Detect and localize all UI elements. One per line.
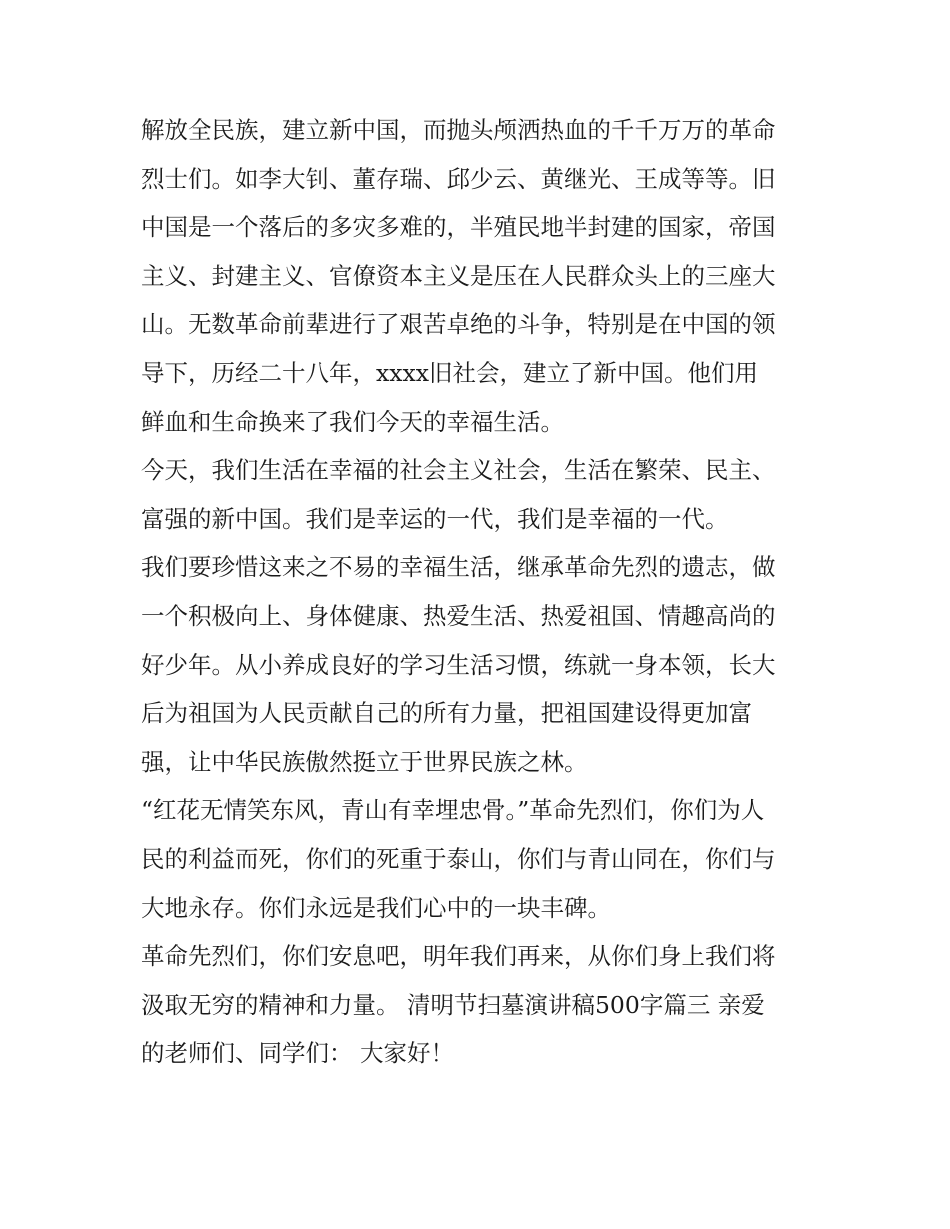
text-line: 大地永存。你们永远是我们心中的一块丰碑。	[141, 893, 611, 922]
text-line: 一个积极向上、身体健康、热爱生活、热爱祖国、情趣高尚的	[141, 601, 776, 630]
text-line: 富强的新中国。我们是幸运的一代，我们是幸福的一代。	[141, 504, 729, 533]
text-line: 主义、封建主义、官僚资本主义是压在人民群众头上的三座大	[141, 261, 776, 290]
text-line: 革命先烈们，你们安息吧，明年我们再来，从你们身上我们将	[141, 942, 776, 971]
text-line: “红花无情笑东风，青山有幸埋忠骨。”革命先烈们，你们为人	[141, 796, 765, 825]
text-line: 后为祖国为人民贡献自己的所有力量，把祖国建设得更加富	[141, 699, 752, 728]
text-line: 导下，历经二十八年，xxxx旧社会，建立了新中国。他们用	[141, 358, 759, 387]
text-line: 烈士们。如李大钊、董存瑞、邱少云、黄继光、王成等等。旧	[141, 164, 776, 193]
text-line: 中国是一个落后的多灾多难的，半殖民地半封建的国家，帝国	[141, 213, 776, 242]
text-line: 好少年。从小养成良好的学习生活习惯，练就一身本领，长大	[141, 650, 776, 679]
text-line: 我们要珍惜这来之不易的幸福生活，继承革命先烈的遗志，做	[141, 553, 776, 582]
text-line: 的老师们、同学们： 大家好！	[141, 1039, 454, 1068]
text-line: 今天，我们生活在幸福的社会主义社会，生活在繁荣、民主、	[141, 456, 776, 485]
text-line: 解放全民族，建立新中国，而抛头颅洒热血的千千万万的革命	[141, 116, 776, 144]
text-line: 山。无数革命前辈进行了艰苦卓绝的斗争，特别是在中国的领	[141, 310, 776, 339]
document-body	[141, 106, 821, 1078]
text-line: 强，让中华民族傲然挺立于世界民族之林。	[141, 747, 588, 776]
text-line: 汲取无穷的精神和力量。 清明节扫墓演讲稿500字篇三 亲爱	[141, 990, 765, 1019]
text-line: 鲜血和生命换来了我们今天的幸福生活。	[141, 407, 564, 436]
text-line: 民的利益而死，你们的死重于泰山，你们与青山同在，你们与	[141, 844, 776, 873]
